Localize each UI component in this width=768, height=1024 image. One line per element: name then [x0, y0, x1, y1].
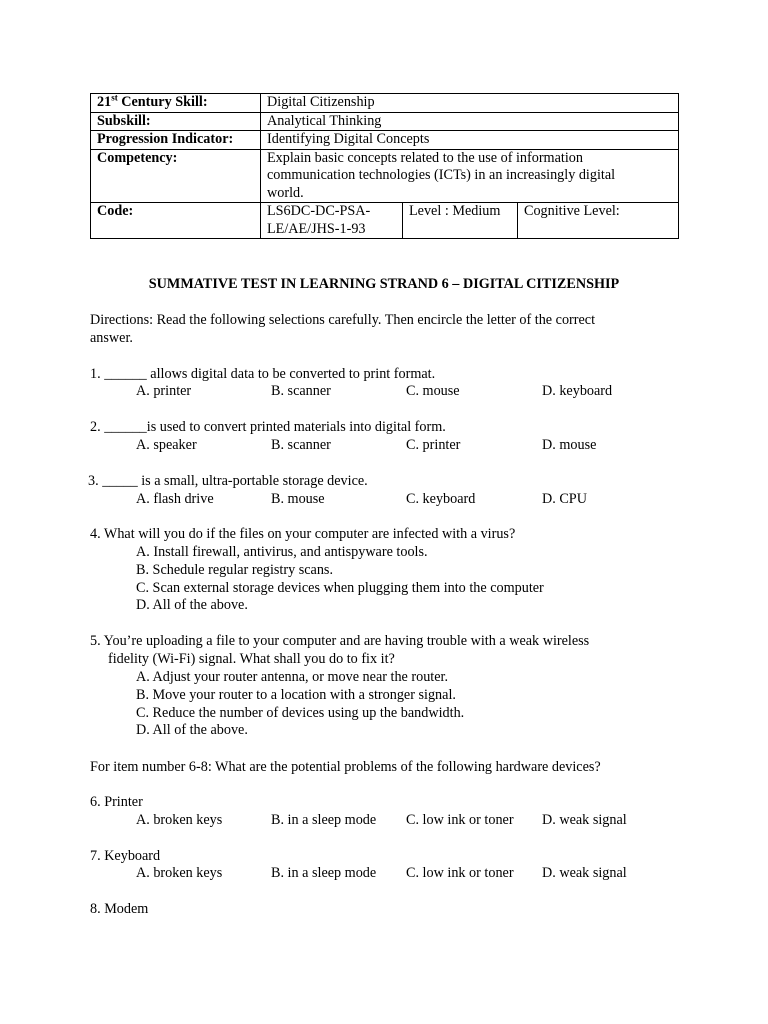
subskill-value: Analytical Thinking: [261, 112, 679, 131]
question-6-stem: 6. Printer: [90, 794, 143, 810]
question-5-option-d[interactable]: D. All of the above.: [136, 722, 248, 738]
question-3-option-b[interactable]: B. mouse: [271, 491, 325, 507]
cognitive-level: Cognitive Level:: [518, 203, 679, 239]
question-4-stem: 4. What will you do if the files on your computer are infected with a virus?: [90, 526, 516, 542]
question-4-option-b[interactable]: B. Schedule regular registry scans.: [136, 562, 333, 578]
question-5-stem-line-1: 5. You’re uploading a file to your computer and are having trouble with a weak wireless: [90, 633, 590, 649]
question-1-option-b[interactable]: B. scanner: [271, 383, 331, 399]
code-label: Code:: [91, 203, 261, 239]
question-7-option-d[interactable]: D. weak signal: [542, 865, 627, 881]
question-4-option-c[interactable]: C. Scan external storage devices when plugging them into the computer: [136, 580, 544, 596]
question-2-stem: 2. ______is used to convert printed materials into digital form.: [90, 419, 446, 435]
question-5-stem-line-2: fidelity (Wi-Fi) signal. What shall you do to fix it?: [108, 651, 395, 667]
question-4-option-d[interactable]: D. All of the above.: [136, 597, 248, 613]
question-7-option-c[interactable]: C. low ink or toner: [406, 865, 514, 881]
question-3-option-c[interactable]: C. keyboard: [406, 491, 476, 507]
question-2-option-d[interactable]: D. mouse: [542, 437, 597, 453]
competency-value: Explain basic concepts related to the use of information communication technologies (ICTs) in an increasingly digital world.: [261, 149, 679, 203]
question-1-option-a[interactable]: A. printer: [136, 383, 192, 399]
question-4-option-a[interactable]: A. Install firewall, antivirus, and antispyware tools.: [136, 544, 428, 560]
skill-label: 21st Century Skill:: [91, 94, 261, 113]
question-2-option-b[interactable]: B. scanner: [271, 437, 331, 453]
question-6-option-b[interactable]: B. in a sleep mode: [271, 812, 377, 828]
question-3-option-a[interactable]: A. flash drive: [136, 491, 214, 507]
skill-value: Digital Citizenship: [261, 94, 679, 113]
question-1-option-c[interactable]: C. mouse: [406, 383, 460, 399]
level-value: Level : Medium: [403, 203, 518, 239]
code-value: LS6DC-DC-PSA- LE/AE/JHS-1-93: [261, 203, 403, 239]
question-1-stem: 1. ______ allows digital data to be converted to print format.: [90, 366, 436, 382]
question-7-option-a[interactable]: A. broken keys: [136, 865, 223, 881]
question-8-stem: 8. Modem: [90, 901, 149, 917]
question-5-option-b[interactable]: B. Move your router to a location with a stronger signal.: [136, 687, 456, 703]
table-row: [91, 112, 679, 131]
question-5-option-a[interactable]: A. Adjust your router antenna, or move near the router.: [136, 669, 449, 685]
subskill-label: Subskill:: [91, 112, 261, 131]
question-2-option-c[interactable]: C. printer: [406, 437, 461, 453]
competency-table: [90, 93, 679, 239]
question-7-option-b[interactable]: B. in a sleep mode: [271, 865, 377, 881]
test-title: SUMMATIVE TEST IN LEARNING STRAND 6 – DIGITAL CITIZENSHIP: [148, 276, 620, 292]
table-row: [91, 94, 679, 113]
question-7-stem: 7. Keyboard: [90, 848, 161, 864]
question-1-option-d[interactable]: D. keyboard: [542, 383, 613, 399]
question-2-option-a[interactable]: A. speaker: [136, 437, 197, 453]
table-row: [91, 131, 679, 150]
directions-line-1: Directions: Read the following selections carefully. Then encircle the letter of the correct: [90, 312, 596, 328]
progression-value: Identifying Digital Concepts: [261, 131, 679, 150]
question-3-stem: 3. _____ is a small, ultra-portable storage device.: [88, 473, 368, 489]
question-5-option-c[interactable]: C. Reduce the number of devices using up the bandwidth.: [136, 705, 465, 721]
items-6-8-instructions: For item number 6-8: What are the potential problems of the following hardware devices?: [90, 759, 601, 775]
progression-label: Progression Indicator:: [91, 131, 261, 150]
question-3-option-d[interactable]: D. CPU: [542, 491, 587, 507]
table-row: [91, 149, 679, 203]
competency-label: Competency:: [91, 149, 261, 203]
question-6-option-c[interactable]: C. low ink or toner: [406, 812, 514, 828]
question-6-option-d[interactable]: D. weak signal: [542, 812, 627, 828]
directions-line-2: answer.: [90, 330, 133, 346]
table-row: [91, 203, 679, 239]
question-6-option-a[interactable]: A. broken keys: [136, 812, 223, 828]
